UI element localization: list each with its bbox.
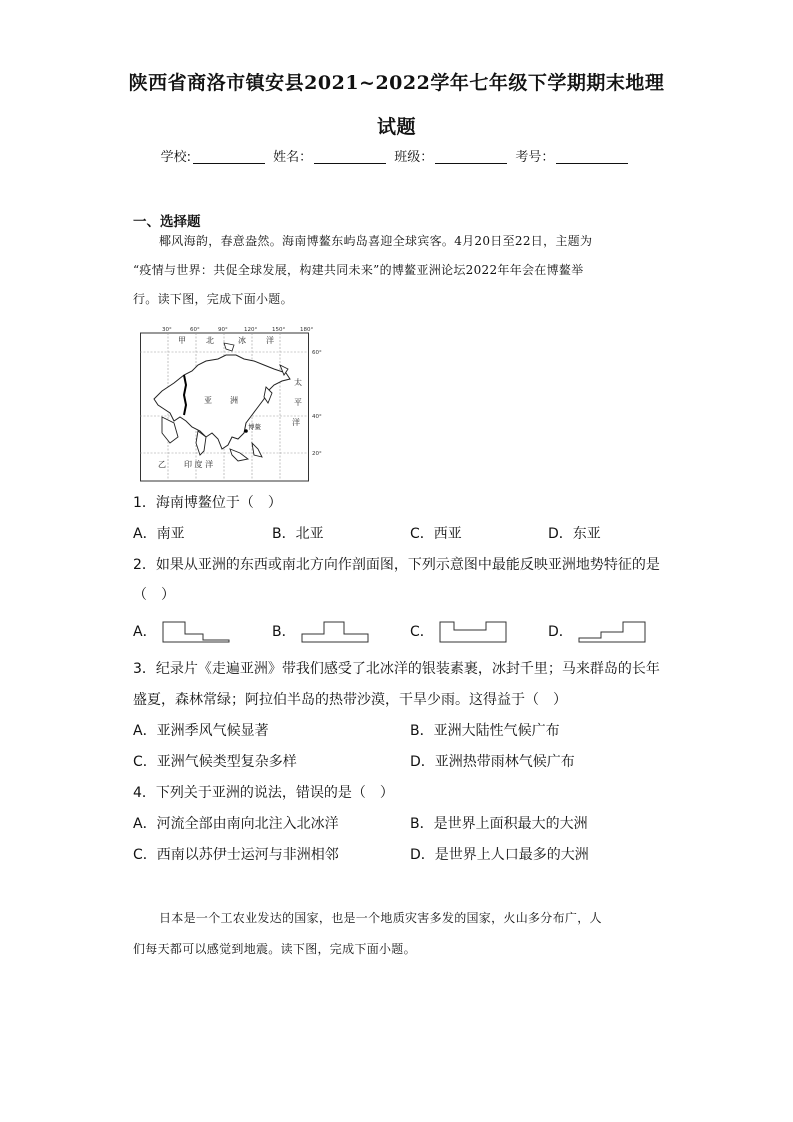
map-label: 平 <box>294 398 302 407</box>
lat-label: 40° <box>312 414 322 420</box>
class-field[interactable] <box>435 149 507 164</box>
q3-option-a[interactable]: A．亚洲季风气候显著 <box>133 723 269 739</box>
lon-label: 90° <box>218 327 228 333</box>
map-label: 冰 <box>238 336 246 345</box>
intro-line-1: 椰风海韵，春意盎然。海南博鳌东屿岛喜迎全球宾客。4月20日至22日，主题为 <box>159 234 593 248</box>
profile-d-diagram <box>577 620 649 644</box>
student-info <box>0 146 793 165</box>
school-label: 学校: <box>160 150 191 165</box>
map-label: 洋 <box>292 418 300 427</box>
q1-option-d[interactable]: D．东亚 <box>548 526 601 542</box>
lon-label: 120° <box>244 327 258 333</box>
q2-option-c[interactable] <box>410 617 510 647</box>
section-heading: 一、选择题 <box>133 214 201 230</box>
q1-option-c[interactable]: C．西亚 <box>410 526 462 542</box>
question-2-line2: （ ） <box>133 587 175 603</box>
lon-label: 180° <box>300 327 314 333</box>
number-label: 考号： <box>515 150 555 165</box>
q2-option-b[interactable] <box>272 617 372 647</box>
q2-option-c-label: C． <box>410 624 434 640</box>
lat-label: 20° <box>312 451 322 457</box>
q4-option-a[interactable]: A．河流全部由南向北注入北冰洋 <box>133 816 339 832</box>
question-3-line2: 盛夏，森林常绿；阿拉伯半岛的热带沙漠，干旱少雨。这得益于（ ） <box>133 692 567 708</box>
number-field[interactable] <box>556 149 628 164</box>
q3-option-d[interactable]: D．亚洲热带雨林气候广布 <box>410 754 575 770</box>
school-field[interactable] <box>193 149 265 164</box>
q2-option-a-label: A． <box>133 624 157 640</box>
question-4: 4．下列关于亚洲的说法，错误的是（ ） <box>133 785 394 801</box>
page-title: 陕西省商洛市镇安县2021~2022学年七年级下学期期末地理 <box>128 72 665 94</box>
map-label: 博鳌 <box>248 423 261 431</box>
q1-option-b[interactable]: B．北亚 <box>272 526 324 542</box>
map-label: 北 <box>206 336 214 345</box>
q4-option-d[interactable]: D．是世界上人口最多的大洲 <box>410 847 589 863</box>
map-label: 洋 <box>266 336 274 345</box>
profile-a-diagram <box>161 620 233 644</box>
map-label: 太 <box>294 378 302 387</box>
class-label: 班级： <box>394 150 434 165</box>
q1-option-a[interactable]: A．南亚 <box>133 526 185 542</box>
q3-option-c[interactable]: C．亚洲气候类型复杂多样 <box>133 754 297 770</box>
map-label: 亚 <box>204 396 212 405</box>
q2-option-a[interactable] <box>133 617 233 647</box>
asia-map <box>140 325 325 482</box>
profile-c-diagram <box>438 620 510 644</box>
intro2-line-1: 日本是一个工农业发达的国家，也是一个地质灾害多发的国家，火山多分布广，人 <box>159 911 602 925</box>
lat-label: 60° <box>312 350 322 356</box>
q3-option-b[interactable]: B．亚洲大陆性气候广布 <box>410 723 560 739</box>
name-label: 姓名： <box>273 150 313 165</box>
map-label: 乙 <box>158 460 166 469</box>
intro-line-3: 行。读下图，完成下面小题。 <box>133 292 293 306</box>
profile-b-diagram <box>300 620 372 644</box>
map-label: 洲 <box>230 396 238 405</box>
question-1: 1．海南博鳌位于（ ） <box>133 495 282 511</box>
lon-label: 60° <box>190 327 200 333</box>
lon-label: 150° <box>272 327 286 333</box>
page-title-line2: 试题 <box>376 116 416 138</box>
question-2: 2．如果从亚洲的东西或南北方向作剖面图，下列示意图中最能反映亚洲地势特征的是 <box>133 557 660 573</box>
question-3: 3．纪录片《走遍亚洲》带我们感受了北冰洋的银装素裹，冰封千里；马来群岛的长年 <box>133 661 660 677</box>
intro-line-2: “疫情与世界：共促全球发展，构建共同未来”的博鳌亚洲论坛2022年年会在博鳌举 <box>133 263 584 277</box>
q2-option-b-label: B． <box>272 624 296 640</box>
intro2-line-2: 们每天都可以感觉到地震。读下图，完成下面小题。 <box>133 942 416 956</box>
name-field[interactable] <box>314 149 386 164</box>
map-label: 印 度 洋 <box>184 460 214 469</box>
q2-option-d-label: D． <box>548 624 573 640</box>
lon-label: 30° <box>162 327 172 333</box>
q2-option-d[interactable] <box>548 617 649 647</box>
q4-option-b[interactable]: B．是世界上面积最大的大洲 <box>410 816 588 832</box>
q4-option-c[interactable]: C．西南以苏伊士运河与非洲相邻 <box>133 847 339 863</box>
map-label: 甲 <box>178 336 186 345</box>
